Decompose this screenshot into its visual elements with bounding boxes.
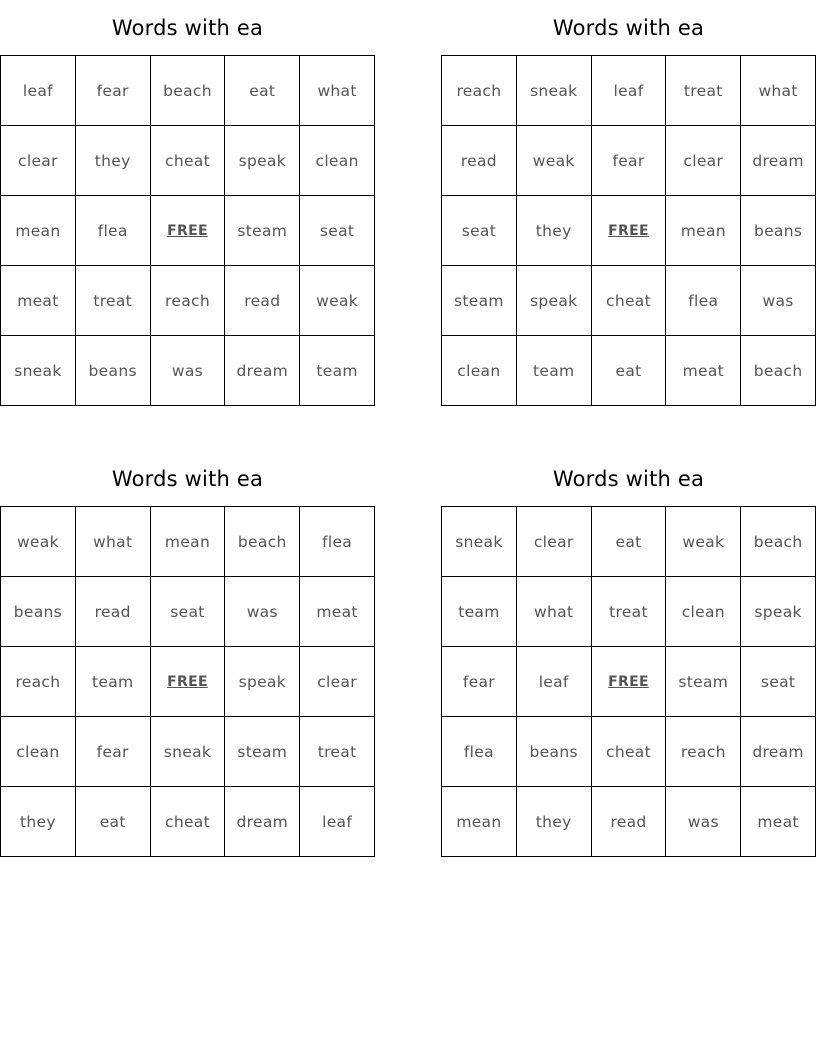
grid-cell: clean [442, 336, 517, 406]
grid-cell: weak [1, 507, 76, 577]
grid-cell: meat [300, 577, 375, 647]
grid-cell: what [300, 56, 375, 126]
grid-row [1, 336, 375, 406]
bingo-grid [0, 55, 375, 406]
grid-cell: eat [225, 56, 300, 126]
grid-row [1, 56, 375, 126]
grid-row [1, 577, 375, 647]
grid-cell: flea [666, 266, 741, 336]
grid-cell: they [516, 196, 591, 266]
grid-cell: treat [591, 577, 666, 647]
grid-cell: reach [442, 56, 517, 126]
grid-cell: meat [1, 266, 76, 336]
grid-row [1, 126, 375, 196]
grid-row [442, 787, 816, 857]
grid-cell: seat [150, 577, 225, 647]
grid-row [1, 196, 375, 266]
grid-cell: speak [225, 126, 300, 196]
grid-cell: speak [741, 577, 816, 647]
grid-cell: steam [442, 266, 517, 336]
grid-cell: weak [666, 507, 741, 577]
grid-cell: speak [225, 647, 300, 717]
grid-cell: beans [741, 196, 816, 266]
grid-cell: sneak [442, 507, 517, 577]
grid-cell: leaf [516, 647, 591, 717]
grid-cell: clear [666, 126, 741, 196]
bingo-grid [0, 506, 375, 857]
grid-cell: mean [442, 787, 517, 857]
grid-cell: was [666, 787, 741, 857]
grid-cell: steam [225, 717, 300, 787]
bingo-card-2 [441, 0, 816, 406]
grid-cell: team [516, 336, 591, 406]
free-space: FREE [591, 196, 666, 266]
card-title: Words with ea [552, 467, 705, 491]
grid-cell: flea [300, 507, 375, 577]
grid-cell: steam [666, 647, 741, 717]
grid-cell: read [75, 577, 150, 647]
grid-cell: meat [666, 336, 741, 406]
grid-cell: team [300, 336, 375, 406]
grid-cell: cheat [150, 787, 225, 857]
bingo-card-3 [0, 451, 375, 857]
grid-cell: was [150, 336, 225, 406]
grid-cell: sneak [1, 336, 76, 406]
grid-cell: cheat [591, 717, 666, 787]
grid-cell: reach [666, 717, 741, 787]
grid-row [442, 336, 816, 406]
grid-cell: meat [741, 787, 816, 857]
grid-row [442, 717, 816, 787]
grid-cell: cheat [150, 126, 225, 196]
grid-cell: clear [300, 647, 375, 717]
grid-cell: what [741, 56, 816, 126]
bingo-card-1 [0, 0, 375, 406]
grid-cell: eat [591, 336, 666, 406]
grid-cell: read [225, 266, 300, 336]
grid-cell: treat [666, 56, 741, 126]
grid-row [442, 577, 816, 647]
grid-row [442, 647, 816, 717]
grid-cell: dream [225, 787, 300, 857]
grid-cell: flea [442, 717, 517, 787]
grid-cell: mean [150, 507, 225, 577]
card-title: Words with ea [111, 16, 264, 40]
grid-cell: sneak [516, 56, 591, 126]
grid-cell: speak [516, 266, 591, 336]
grid-cell: sneak [150, 717, 225, 787]
grid-cell: weak [300, 266, 375, 336]
bingo-grid [441, 55, 816, 406]
free-space: FREE [591, 647, 666, 717]
grid-row [1, 647, 375, 717]
grid-cell: dream [225, 336, 300, 406]
grid-cell: weak [516, 126, 591, 196]
grid-row [1, 266, 375, 336]
card-title: Words with ea [111, 467, 264, 491]
grid-cell: was [741, 266, 816, 336]
grid-cell: dream [741, 126, 816, 196]
grid-cell: read [442, 126, 517, 196]
bingo-card-4 [441, 451, 816, 857]
grid-cell: dream [741, 717, 816, 787]
grid-cell: fear [75, 717, 150, 787]
grid-cell: reach [150, 266, 225, 336]
grid-cell: eat [75, 787, 150, 857]
grid-cell: steam [225, 196, 300, 266]
grid-cell: mean [1, 196, 76, 266]
grid-cell: clean [1, 717, 76, 787]
grid-row [442, 266, 816, 336]
grid-row [1, 717, 375, 787]
grid-cell: they [75, 126, 150, 196]
grid-cell: team [75, 647, 150, 717]
grid-cell: was [225, 577, 300, 647]
grid-cell: clean [300, 126, 375, 196]
grid-cell: beans [75, 336, 150, 406]
grid-cell: clear [516, 507, 591, 577]
grid-cell: beans [516, 717, 591, 787]
grid-cell: beans [1, 577, 76, 647]
grid-cell: beach [741, 507, 816, 577]
grid-cell: fear [591, 126, 666, 196]
grid-cell: read [591, 787, 666, 857]
grid-cell: seat [442, 196, 517, 266]
grid-row [442, 507, 816, 577]
grid-cell: beach [225, 507, 300, 577]
card-title: Words with ea [552, 16, 705, 40]
grid-cell: beach [150, 56, 225, 126]
grid-cell: cheat [591, 266, 666, 336]
grid-cell: leaf [300, 787, 375, 857]
grid-row [442, 196, 816, 266]
grid-row [442, 126, 816, 196]
grid-cell: beach [741, 336, 816, 406]
grid-cell: leaf [591, 56, 666, 126]
grid-row [1, 507, 375, 577]
free-space: FREE [150, 647, 225, 717]
bingo-grid [441, 506, 816, 857]
grid-cell: eat [591, 507, 666, 577]
grid-cell: what [516, 577, 591, 647]
grid-cell: leaf [1, 56, 76, 126]
grid-cell: flea [75, 196, 150, 266]
grid-cell: what [75, 507, 150, 577]
grid-cell: mean [666, 196, 741, 266]
grid-cell: treat [75, 266, 150, 336]
grid-cell: they [1, 787, 76, 857]
grid-cell: clean [666, 577, 741, 647]
grid-cell: they [516, 787, 591, 857]
grid-cell: fear [75, 56, 150, 126]
grid-cell: treat [300, 717, 375, 787]
free-space: FREE [150, 196, 225, 266]
grid-cell: fear [442, 647, 517, 717]
grid-cell: reach [1, 647, 76, 717]
grid-row [442, 56, 816, 126]
grid-row [1, 787, 375, 857]
grid-cell: seat [741, 647, 816, 717]
grid-cell: clear [1, 126, 76, 196]
grid-cell: team [442, 577, 517, 647]
grid-cell: seat [300, 196, 375, 266]
